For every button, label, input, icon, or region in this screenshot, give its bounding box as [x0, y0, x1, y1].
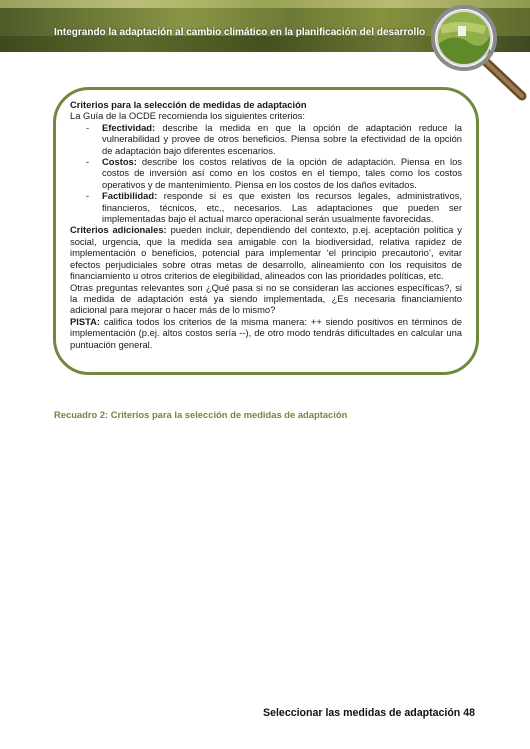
additional-criteria	[70, 224, 462, 281]
relevant-questions: Otras preguntas relevantes son ¿Qué pasa si no se consideran las acciones específicas?, si la medida de adaptación está ya siendo implementada, ¿Es necesaria financiamiento adicional para mejorar o hacer más de lo mismo?	[70, 281, 462, 316]
criterion-costs	[86, 156, 462, 190]
hint-text: califica todos los criterios de la misma manera: ++ siendo positivos en términos de implementación (p.ej. altos costos sería --), de otro modo tendrás dificultades en calcular una puntuación general.	[70, 315, 462, 350]
criteria-box-content	[70, 99, 462, 350]
header-title: Integrando la adaptación al cambio climático en la planificación del desarrollo	[54, 27, 426, 38]
bullet-dash: -	[86, 190, 90, 202]
criterion-description: responde si es que existen los recursos legales, administrativos, financieros, técnicos, etc., necesarios. Las adaptaciones que pueden ser implementadas bajo el actual marco operacional serán usualmente favorecidas.	[102, 190, 462, 225]
criterion-text	[102, 156, 462, 190]
criterion-term: Factibilidad:	[102, 190, 158, 202]
criterion-feasibility	[86, 190, 462, 224]
criterion-term: Costos:	[102, 156, 137, 168]
hint-paragraph	[70, 316, 462, 350]
criterion-text	[102, 190, 462, 224]
bullet-dash: -	[86, 121, 90, 133]
additional-criteria-label: Criterios adicionales:	[70, 224, 167, 236]
additional-criteria-text: pueden incluir, dependiendo del contexto, p.ej. aceptación política y social, urgencia, que la medida sea amigable con la biodiversidad, relativa rapidez de implementación o beneficios, potencial para implementar ‘el principio precautorio’, evitar efectos perjudiciales sobre otras metas de desarrollo, alineamiento con los requisitos de financiamiento u otros criterios de elegibilidad, alineados con las prioridades políticas, etc.	[70, 224, 462, 282]
criterion-description: describe los costos relativos de la opción de adaptación. Piensa en los costos de inversión así como en los costos en el tiempo, tales como los costos operativos y de mantenimiento. Piensa en los costos de los daños evitados.	[102, 156, 462, 190]
criterion-text	[102, 122, 462, 156]
box-title: Criterios para la selección de medidas de adaptación	[70, 99, 307, 110]
hint-label: PISTA:	[70, 315, 101, 327]
bullet-dash: -	[86, 156, 90, 168]
criteria-box	[53, 87, 479, 375]
criterion-effectiveness	[86, 122, 462, 156]
box-caption: Recuadro 2: Criterios para la selección de medidas de adaptación	[54, 409, 348, 420]
page-footer: Seleccionar las medidas de adaptación 48	[263, 707, 475, 719]
box-intro: La Guía de la OCDE recomienda los siguientes criterios:	[70, 110, 306, 122]
criterion-term: Efectividad:	[102, 121, 156, 133]
criterion-description: describe la medida en que la opción de adaptación reduce la vulnerabilidad y provee de otros beneficios. Piensa sobre la efectividad de la opción de adaptación bajo diferentes escenarios.	[102, 121, 462, 156]
